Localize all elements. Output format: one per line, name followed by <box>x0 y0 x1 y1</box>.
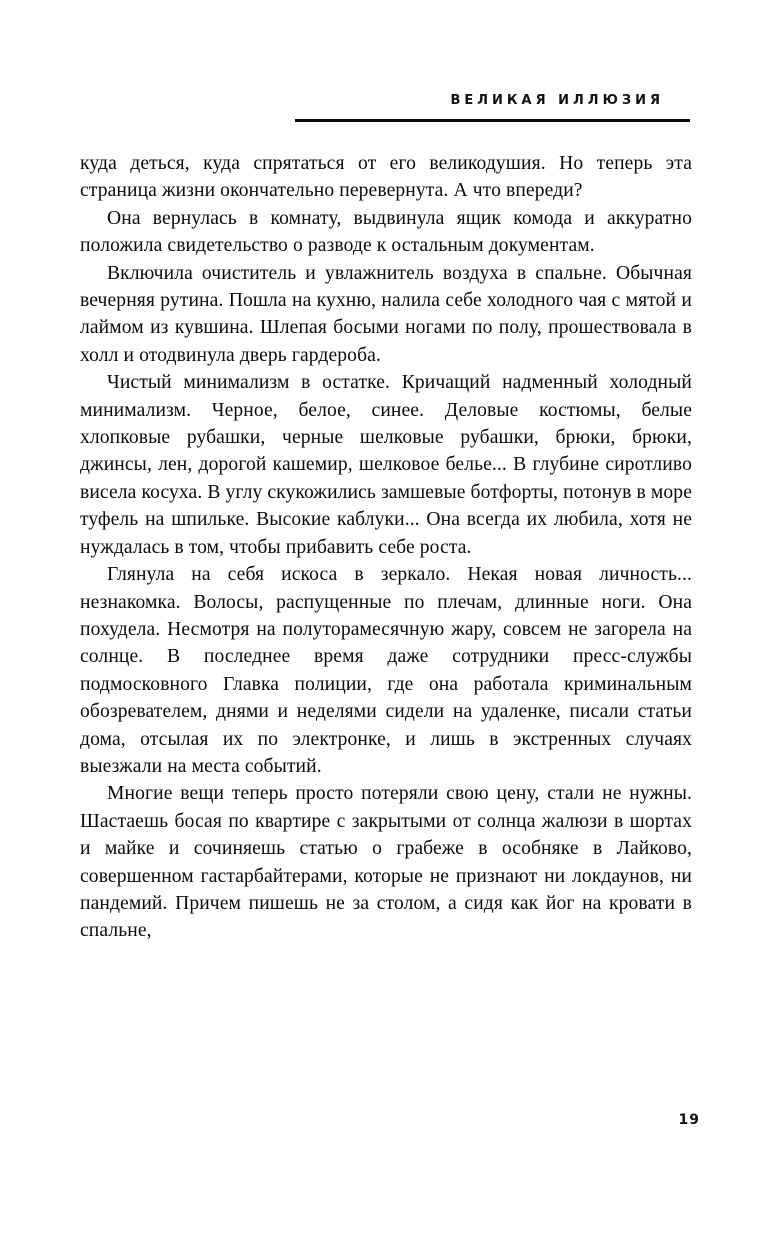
paragraph: Глянула на себя искоса в зеркало. Некая новая личность... незнакомка. Волосы, распущенные по плечам, длинные ноги. Она похудела. Несмотря на полуторамесячную жару, совсем не загорела на солнце. В последнее время даже сотрудники пресс-службы подмосковного Главка полиции, где она работала криминальным обозревателем, днями и неделями сидели на удаленке, писали статьи дома, отсылая их по электронке, и лишь в экстренных случаях выезжали на места событий. <box>80 564 692 777</box>
paragraph: куда деться, куда спрятаться от его великодушия. Но теперь эта страница жизни окончательно перевернута. А что впереди? <box>80 153 692 202</box>
paragraph: Многие вещи теперь просто потеряли свою цену, стали не нужны. Шастаешь босая по квартире с закрытыми от солнца жалюзи в шортах и майке и сочиняешь статью о грабеже в особняке в Лайково, совершенном гастарбайтерами, которые не признают ни локдаунов, ни пандемий. Причем пишешь не за столом, а сидя как йог на кровати в спальне, <box>80 783 692 942</box>
body-text <box>80 150 692 945</box>
paragraph: Чистый минимализм в остатке. Кричащий надменный холодный минимализм. Черное, белое, синее. Деловые костюмы, белые хлопковые рубашки, черные шелковые рубашки, брюки, брюки, джинсы, лен, дорогой кашемир, шелковое белье... В глубине сиротливо висела косуха. В углу скукожились замшевые ботфорты, потонув в море туфель на шпильке. Высокие каблуки... Она всегда их любила, хотя не нуждалась в том, чтобы прибавить себе роста. <box>80 372 692 558</box>
running-head-title: ВЕЛИКАЯ ИЛЛЮЗИЯ <box>450 93 664 108</box>
page-number: 19 <box>678 1112 700 1128</box>
paragraph: Она вернулась в комнату, выдвинула ящик комода и аккуратно положила свидетельство о разводе к остальным документам. <box>80 207 692 257</box>
header-rule-divider <box>295 119 690 122</box>
paragraph: Включила очиститель и увлажнитель воздуха в спальне. Обычная вечерняя рутина. Пошла на кухню, налила себе холодного чая с мятой и лаймом из кувшина. Шлепая босыми ногами по полу, прошествовала в холл и отодвинула дверь гардероба. <box>80 262 692 366</box>
